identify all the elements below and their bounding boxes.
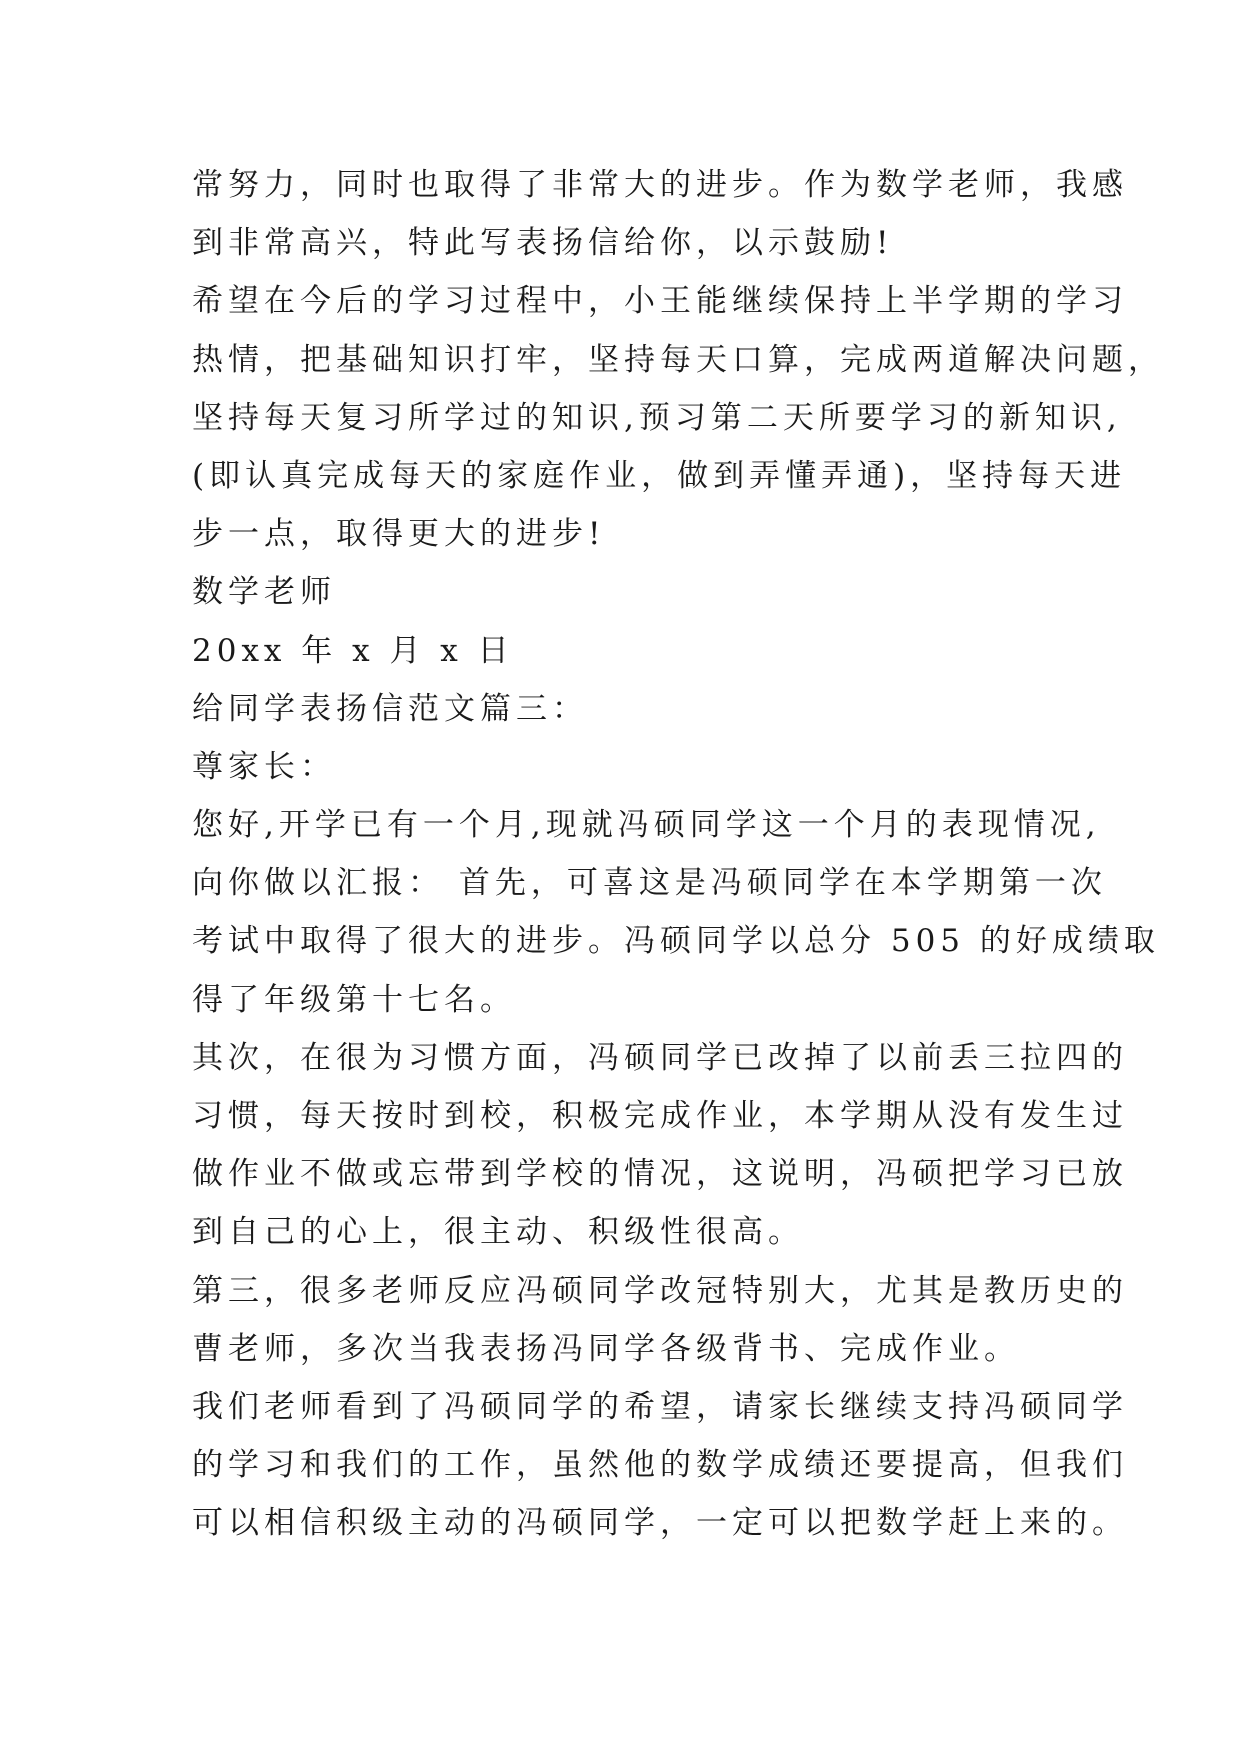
text-line: 到自己的心上，很主动、积级性很高。 <box>192 1214 804 1251</box>
text-line: 其次，在很为习惯方面，冯硕同学已改掉了以前丢三拉四的 <box>192 1039 1128 1076</box>
date-line: 20xx 年 x 月 x 日 <box>192 632 514 669</box>
text-line: 第三，很多老师反应冯硕同学改冠特别大，尤其是教历史的 <box>192 1272 1128 1309</box>
text-line: 步一点，取得更大的进步! <box>192 516 606 553</box>
text-line: 可以相信积级主动的冯硕同学，一定可以把数学赶上来的。 <box>192 1505 1128 1542</box>
text-line: 向你做以汇报： 首先，可喜这是冯硕同学在本学期第一次 <box>192 865 1107 902</box>
salutation-line: 尊家长： <box>192 748 336 785</box>
text-line: 希望在今后的学习过程中，小王能继续保持上半学期的学习 <box>192 283 1128 320</box>
text-line: 坚持每天复习所学过的知识,预习第二天所要学习的新知识, <box>192 399 1122 436</box>
text-line: 得了年级第十七名。 <box>192 981 516 1018</box>
text-line: 曹老师，多次当我表扬冯同学各级背书、完成作业。 <box>192 1330 1020 1367</box>
text-line: 考试中取得了很大的进步。冯硕同学以总分 505 的好成绩取 <box>192 923 1160 960</box>
text-line: 热情，把基础知识打牢，坚持每天口算，完成两道解决问题， <box>192 341 1164 378</box>
text-line: 到非常高兴，特此写表扬信给你，以示鼓励! <box>192 225 894 262</box>
text-line: 常努力，同时也取得了非常大的进步。作为数学老师，我感 <box>192 167 1128 203</box>
section-heading: 给同学表扬信范文篇三： <box>192 690 588 727</box>
text-line: 您好,开学已有一个月,现就冯硕同学这一个月的表现情况, <box>192 807 1101 844</box>
text-line: 我们老师看到了冯硕同学的希望，请家长继续支持冯硕同学 <box>192 1388 1128 1425</box>
document-page <box>192 156 1164 1553</box>
text-line: 做作业不做或忘带到学校的情况，这说明，冯硕把学习已放 <box>192 1156 1128 1193</box>
text-line: 的学习和我们的工作，虽然他的数学成绩还要提高，但我们 <box>192 1447 1128 1484</box>
signature-line: 数学老师 <box>192 574 336 611</box>
text-line: 习惯，每天按时到校，积极完成作业，本学期从没有发生过 <box>192 1098 1128 1134</box>
text-line: (即认真完成每天的家庭作业，做到弄懂弄通)，坚持每天进 <box>192 457 1127 494</box>
